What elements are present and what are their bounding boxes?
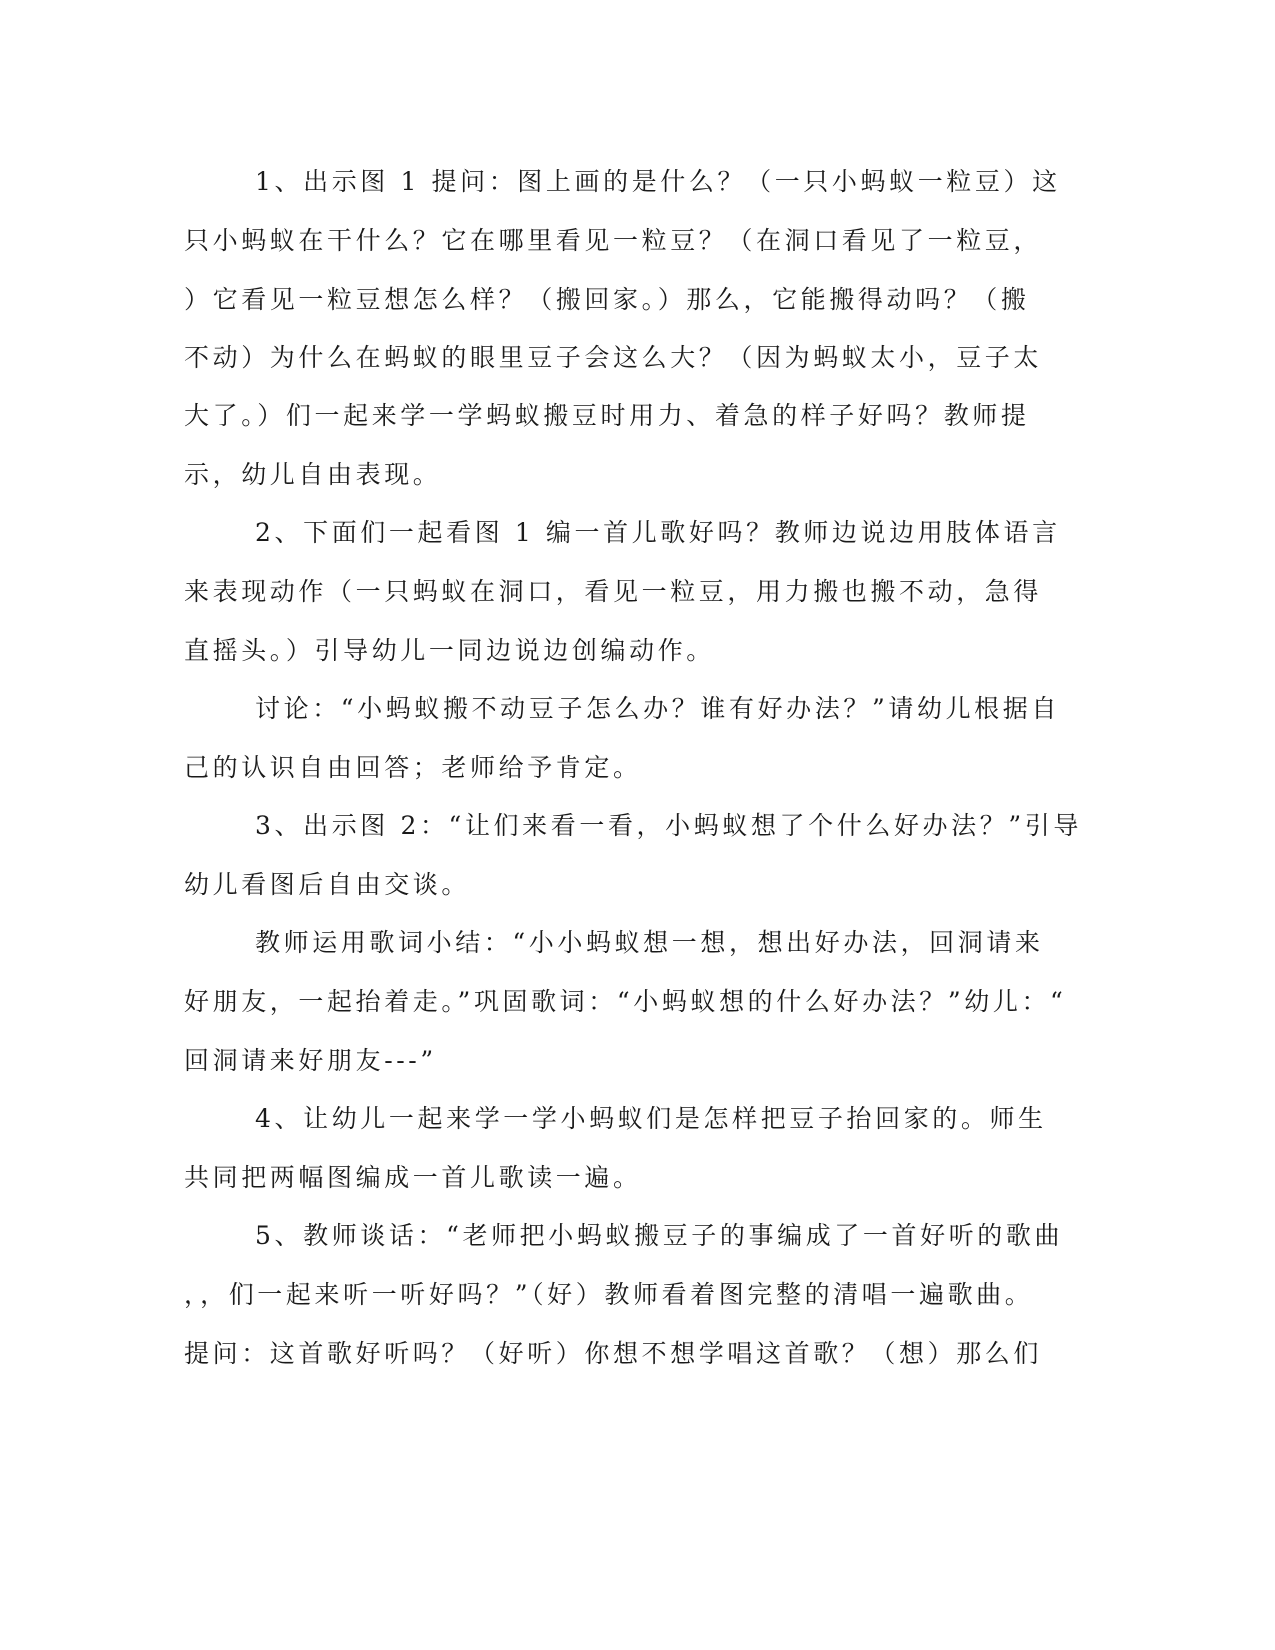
paragraph-5-line-2: 好朋友，一起抬着走。”巩固歌词：“小蚂蚁想的什么好办法？”幼儿：“: [184, 987, 1067, 1016]
paragraph-7-line-3: 提问：这首歌好听吗？（好听）你想不想学唱这首歌？（想）那么们: [184, 1339, 1043, 1368]
paragraph-5-line-1: 教师运用歌词小结：“小小蚂蚁想一想，想出好办法，回洞请来: [255, 928, 1044, 957]
paragraph-2-line-1: 2、下面们一起看图 1 编一首儿歌好吗？教师边说边用肢体语言: [255, 518, 1061, 547]
paragraph-1-line-4: 不动）为什么在蚂蚁的眼里豆子会这么大？（因为蚂蚁太小，豆子太: [184, 343, 1043, 372]
paragraph-7-line-2: ，，们一起来听一听好吗？”（好）教师看着图完整的清唱一遍歌曲。: [184, 1280, 1034, 1309]
paragraph-3-line-2: 己的认识自由回答；老师给予肯定。: [184, 753, 642, 782]
paragraph-5-line-3: 回洞请来好朋友---”: [184, 1046, 437, 1075]
paragraph-1-line-5: 大了。）们一起来学一学蚂蚁搬豆时用力、着急的样子好吗？教师提: [184, 401, 1030, 430]
paragraph-1-line-1: 1、出示图 1 提问：图上画的是什么？（一只小蚂蚁一粒豆）这: [255, 167, 1061, 196]
paragraph-6-line-2: 共同把两幅图编成一首儿歌读一遍。: [184, 1163, 642, 1192]
paragraph-4-line-1: 3、出示图 2：“让们来看一看，小蚂蚁想了个什么好办法？”引导: [255, 811, 1082, 840]
paragraph-6-line-1: 4、让幼儿一起来学一学小蚂蚁们是怎样把豆子抬回家的。师生: [255, 1104, 1047, 1133]
paragraph-1-line-6: 示，幼儿自由表现。: [184, 460, 442, 489]
paragraph-2-line-2: 来表现动作（一只蚂蚁在洞口，看见一粒豆，用力搬也搬不动，急得: [184, 577, 1043, 606]
paragraph-2-line-3: 直摇头。）引导幼儿一同边说边创编动作。: [184, 636, 715, 665]
paragraph-4-line-2: 幼儿看图后自由交谈。: [184, 870, 471, 899]
paragraph-3-line-1: 讨论：“小蚂蚁搬不动豆子怎么办？谁有好办法？”请幼儿根据自: [255, 694, 1060, 723]
paragraph-1-line-3: ）它看见一粒豆想怎么样？（搬回家。）那么，它能搬得动吗？（搬: [184, 285, 1030, 314]
paragraph-7-line-1: 5、教师谈话：“老师把小蚂蚁搬豆子的事编成了一首好听的歌曲: [255, 1221, 1064, 1250]
paragraph-1-line-2: 只小蚂蚁在干什么？它在哪里看见一粒豆？（在洞口看见了一粒豆，: [184, 226, 1043, 255]
